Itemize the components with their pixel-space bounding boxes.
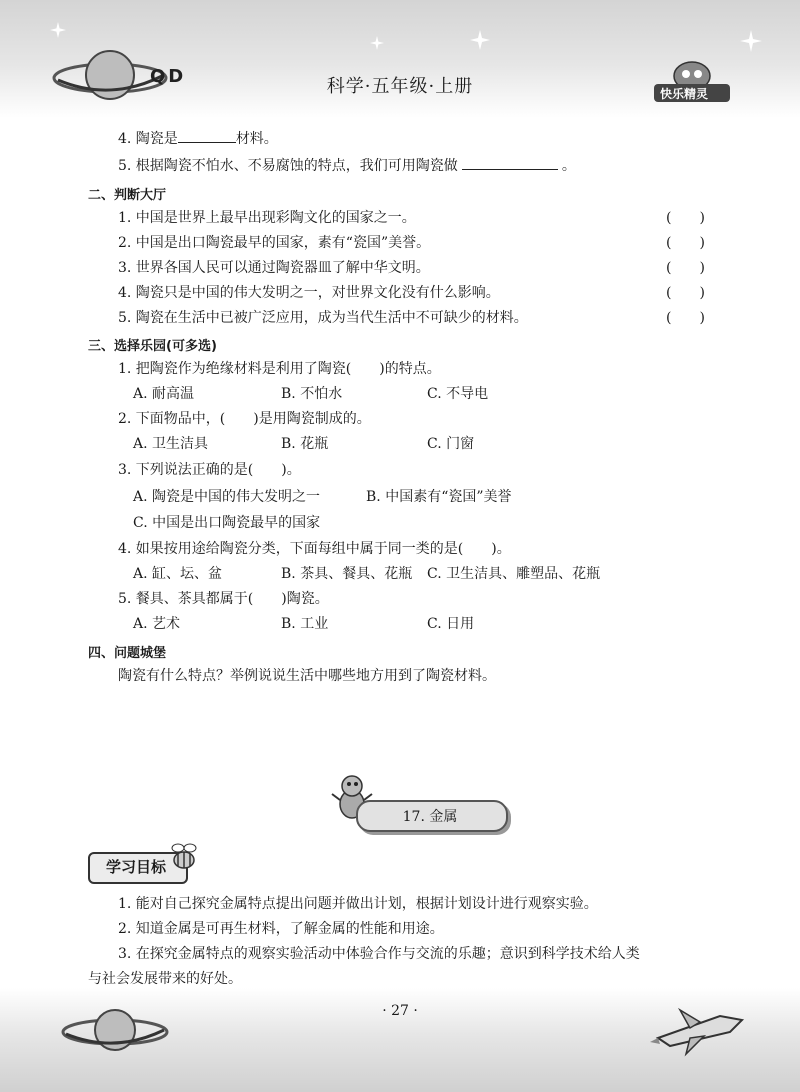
- choice-question: 1. 把陶瓷作为绝缘材料是利用了陶瓷( )的特点。: [118, 361, 441, 377]
- goal-item: 3. 在探究金属特点的观察实验活动中体验合作与交流的乐趣；意识到科学技术给人类: [118, 946, 640, 962]
- choice-question: 4. 如果按用途给陶瓷分类，下面每组中属于同一类的是( )。: [118, 541, 511, 557]
- choice-option[interactable]: B. 不怕水: [281, 386, 343, 402]
- fill-blank-text: 材料。: [235, 131, 278, 147]
- star-icon: [370, 36, 384, 50]
- answer-paren[interactable]: ( ): [666, 310, 705, 326]
- choice-option[interactable]: B. 茶具、餐具、花瓶: [281, 566, 413, 582]
- fill-blank-item: [118, 128, 278, 148]
- choice-option[interactable]: A. 缸、坛、盆: [133, 566, 223, 582]
- choice-option[interactable]: C. 门窗: [427, 436, 475, 452]
- bee-icon: [166, 838, 202, 874]
- goals-heading: 学习目标: [105, 858, 166, 876]
- choice-question: 2. 下面物品中，( )是用陶瓷制成的。: [118, 411, 371, 427]
- header-code: QD: [150, 66, 187, 87]
- page-header-title: 科学·五年级·上册: [326, 76, 474, 97]
- page-number: · 27 ·: [382, 1003, 418, 1019]
- chapter-title: 17. 金属: [402, 809, 458, 825]
- fill-blank-item: [118, 155, 576, 175]
- choice-option[interactable]: C. 卫生洁具、雕塑品、花瓶: [427, 566, 601, 582]
- fill-blank-text: 5. 根据陶瓷不怕水、不易腐蚀的特点，我们可用陶瓷做: [118, 158, 458, 174]
- choice-question: 5. 餐具、茶具都属于( )陶瓷。: [118, 591, 329, 607]
- choice-option[interactable]: A. 卫生洁具: [133, 436, 209, 452]
- fill-blank-text: 。: [561, 158, 576, 174]
- section-heading-judge: 二、判断大厅: [88, 188, 167, 203]
- choice-option[interactable]: A. 耐高温: [133, 386, 195, 402]
- choice-option[interactable]: B. 花瓶: [281, 436, 329, 452]
- star-icon: [740, 30, 762, 52]
- judge-item: 1. 中国是世界上最早出现彩陶文化的国家之一。: [118, 210, 416, 226]
- section-heading-question: 四、问题城堡: [88, 646, 167, 661]
- brand-logo: [652, 56, 732, 104]
- star-icon: [50, 22, 66, 38]
- choice-option[interactable]: C. 中国是出口陶瓷最早的国家: [133, 515, 321, 531]
- choice-option[interactable]: B. 工业: [281, 616, 329, 632]
- open-question: 陶瓷有什么特点？举例说说生活中哪些地方用到了陶瓷材料。: [118, 668, 496, 684]
- choice-option[interactable]: C. 日用: [427, 616, 475, 632]
- answer-paren[interactable]: ( ): [666, 210, 705, 226]
- choice-option[interactable]: A. 陶瓷是中国的伟大发明之一: [133, 489, 321, 505]
- space-shuttle-icon: [650, 998, 750, 1058]
- goal-item: 1. 能对自己探究金属特点提出问题并做出计划，根据计划设计进行观察实验。: [118, 896, 598, 912]
- goal-item: 与社会发展带来的好处。: [88, 971, 242, 987]
- answer-paren[interactable]: ( ): [666, 235, 705, 251]
- judge-item: 3. 世界各国人民可以通过陶瓷器皿了解中华文明。: [118, 260, 430, 276]
- choice-option[interactable]: C. 不导电: [427, 386, 489, 402]
- svg-text:快乐精灵: 快乐精灵: [660, 87, 709, 101]
- goal-item: 2. 知道金属是可再生材料，了解金属的性能和用途。: [118, 921, 444, 937]
- choice-option[interactable]: B. 中国素有“瓷国”美誉: [366, 489, 512, 505]
- answer-paren[interactable]: ( ): [666, 285, 705, 301]
- judge-item: 5. 陶瓷在生活中已被广泛应用，成为当代生活中不可缺少的材料。: [118, 310, 528, 326]
- choice-question: 3. 下列说法正确的是( )。: [118, 462, 301, 478]
- judge-item: 4. 陶瓷只是中国的伟大发明之一，对世界文化没有什么影响。: [118, 285, 500, 301]
- answer-paren[interactable]: ( ): [666, 260, 705, 276]
- answer-blank[interactable]: [462, 155, 558, 170]
- choice-option[interactable]: A. 艺术: [133, 616, 181, 632]
- star-icon: [470, 30, 490, 50]
- judge-item: 2. 中国是出口陶瓷最早的国家，素有“瓷国”美誉。: [118, 235, 431, 251]
- section-heading-choice: 三、选择乐园(可多选): [88, 339, 217, 354]
- answer-blank[interactable]: [178, 128, 236, 143]
- fill-blank-text: 4. 陶瓷是: [118, 131, 178, 147]
